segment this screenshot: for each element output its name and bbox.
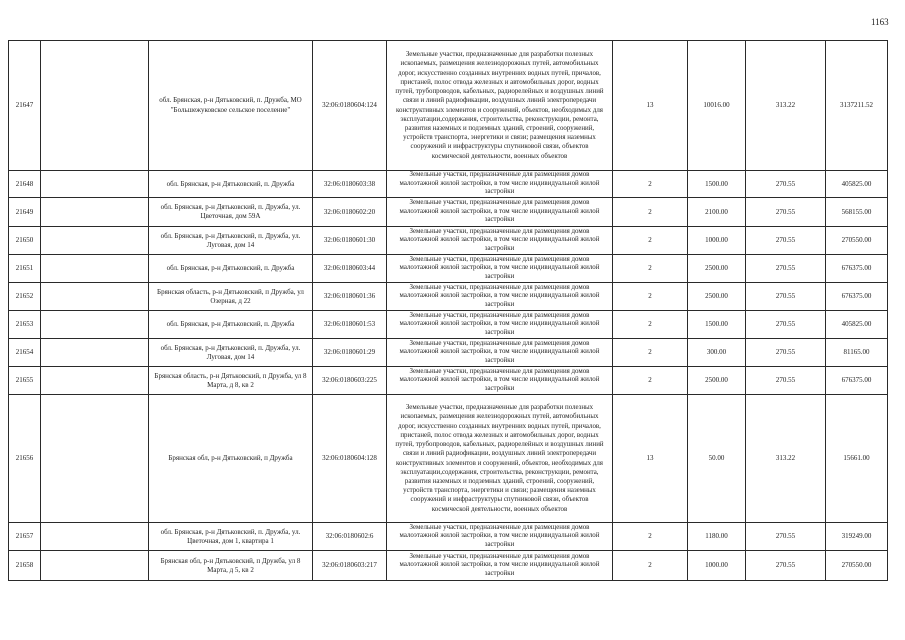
empty-cell [41, 311, 149, 339]
group-cell: 2 [613, 551, 688, 581]
specific-value-cell: 270.55 [746, 367, 826, 395]
cadastral-number-cell: 32:06:0180604:128 [313, 395, 387, 523]
specific-value-cell: 270.55 [746, 311, 826, 339]
area-cell: 1000.00 [688, 227, 746, 255]
land-use-cell: Земельные участки, предназначенные для размещения домов малоэтажной жилой застройки, в том числе индивидуальной жилой застройки [387, 339, 613, 367]
table-row [9, 255, 888, 283]
area-cell: 1500.00 [688, 311, 746, 339]
specific-value-cell: 313.22 [746, 395, 826, 523]
row-number-cell: 21654 [9, 339, 41, 367]
cadastral-value-cell: 81165.00 [826, 339, 888, 367]
row-number-cell: 21649 [9, 198, 41, 227]
address-cell: обл. Брянская, р-н Дятьковский, п. Дружба, ул. Луговая, дом 14 [149, 339, 313, 367]
group-cell: 2 [613, 523, 688, 551]
row-number-cell: 21648 [9, 171, 41, 198]
cadastral-number-cell: 32:06:0180603:225 [313, 367, 387, 395]
group-cell: 2 [613, 255, 688, 283]
cadastral-number-cell: 32:06:0180603:217 [313, 551, 387, 581]
group-cell: 2 [613, 311, 688, 339]
address-cell: обл. Брянская, р-н Дятьковский, п. Дружба [149, 311, 313, 339]
empty-cell [41, 171, 149, 198]
address-cell: Брянская обл, р-н Дятьковский, п Дружба, ул 8 Марта, д 5, кв 2 [149, 551, 313, 581]
group-cell: 2 [613, 227, 688, 255]
cadastral-value-cell: 15661.00 [826, 395, 888, 523]
empty-cell [41, 227, 149, 255]
table-row [9, 198, 888, 227]
area-cell: 300.00 [688, 339, 746, 367]
row-number-cell: 21655 [9, 367, 41, 395]
empty-cell [41, 367, 149, 395]
land-use-cell: Земельные участки, предназначенные для размещения домов малоэтажной жилой застройки, в том числе индивидуальной жилой застройки [387, 198, 613, 227]
specific-value-cell: 270.55 [746, 255, 826, 283]
table-row [9, 551, 888, 581]
group-cell: 2 [613, 198, 688, 227]
specific-value-cell: 313.22 [746, 41, 826, 171]
cadastral-value-cell: 676375.00 [826, 367, 888, 395]
address-cell: обл. Брянская, р-н Дятьковский, п. Дружба, ул. Цветочная, дом 1, квартира 1 [149, 523, 313, 551]
cadastral-number-cell: 32:06:0180604:124 [313, 41, 387, 171]
area-cell: 1500.00 [688, 171, 746, 198]
cadastral-value-cell: 676375.00 [826, 283, 888, 311]
cadastral-number-cell: 32:06:0180603:38 [313, 171, 387, 198]
area-cell: 10016.00 [688, 41, 746, 171]
cadastral-value-cell: 270550.00 [826, 551, 888, 581]
address-cell: Брянская обл, р-н Дятьковский, п Дружба [149, 395, 313, 523]
cadastral-value-cell: 568155.00 [826, 198, 888, 227]
table-row [9, 227, 888, 255]
cadastral-value-cell: 405825.00 [826, 311, 888, 339]
address-cell: обл. Брянская, р-н Дятьковский, п. Дружба, ул. Луговая, дом 14 [149, 227, 313, 255]
specific-value-cell: 270.55 [746, 171, 826, 198]
land-use-cell: Земельные участки, предназначенные для размещения домов малоэтажной жилой застройки, в том числе индивидуальной жилой застройки [387, 551, 613, 581]
address-cell: обл. Брянская, р-н Дятьковский, п. Дружба [149, 171, 313, 198]
land-use-cell: Земельные участки, предназначенные для разработки полезных ископаемых, размещения железнодорожных путей, автомобильных дорог, искусственно созданных внутренних водных путей, причалов, пристаней, полос отвода железных и автомобильных дорог, водных путей, трубопроводов, кабельных, радиорелейных и воздушных линий связи и линий радиофикации, воздушных линий электропередачи конструктивных элементов и сооружений, объектов, необходимых для эксплуатации,содержания, строительства, реконструкции, ремонта, развития наземных и подземных зданий, строений, сооружений, устройств транспорта, энергетики и связи; размещения наземных сооружений и инфраструктуры спутниковой связи, объектов космической деятельности, военных объектов [387, 41, 613, 171]
group-cell: 2 [613, 367, 688, 395]
land-use-cell: Земельные участки, предназначенные для размещения домов малоэтажной жилой застройки, в том числе индивидуальной жилой застройки [387, 255, 613, 283]
cadastral-value-cell: 3137211.52 [826, 41, 888, 171]
area-cell: 1000.00 [688, 551, 746, 581]
empty-cell [41, 339, 149, 367]
group-cell: 2 [613, 339, 688, 367]
cadastral-number-cell: 32:06:0180602:6 [313, 523, 387, 551]
area-cell: 50.00 [688, 395, 746, 523]
group-cell: 13 [613, 395, 688, 523]
row-number-cell: 21652 [9, 283, 41, 311]
address-cell: обл. Брянская, р-н Дятьковский, п. Дружба, ул. Цветочная, дом 59А [149, 198, 313, 227]
area-cell: 2500.00 [688, 367, 746, 395]
group-cell: 2 [613, 283, 688, 311]
specific-value-cell: 270.55 [746, 283, 826, 311]
row-number-cell: 21647 [9, 41, 41, 171]
cadastral-number-cell: 32:06:0180603:44 [313, 255, 387, 283]
table-row [9, 523, 888, 551]
empty-cell [41, 255, 149, 283]
table-row [9, 41, 888, 171]
land-use-cell: Земельные участки, предназначенные для размещения домов малоэтажной жилой застройки, в том числе индивидуальной жилой застройки [387, 227, 613, 255]
table-row [9, 367, 888, 395]
table-row [9, 171, 888, 198]
cadastral-value-cell: 270550.00 [826, 227, 888, 255]
empty-cell [41, 41, 149, 171]
cadastral-number-cell: 32:06:0180601:30 [313, 227, 387, 255]
address-cell: обл. Брянская, р-н Дятьковский, п. Дружба, МО "Большежуковское сельское поселение" [149, 41, 313, 171]
specific-value-cell: 270.55 [746, 227, 826, 255]
row-number-cell: 21650 [9, 227, 41, 255]
land-use-cell: Земельные участки, предназначенные для размещения домов малоэтажной жилой застройки, в том числе индивидуальной жилой застройки [387, 367, 613, 395]
land-use-cell: Земельные участки, предназначенные для размещения домов малоэтажной жилой застройки, в том числе индивидуальной жилой застройки [387, 171, 613, 198]
land-cadastral-table [8, 40, 888, 581]
cadastral-value-cell: 405825.00 [826, 171, 888, 198]
table-row [9, 339, 888, 367]
area-cell: 1180.00 [688, 523, 746, 551]
land-use-cell: Земельные участки, предназначенные для размещения домов малоэтажной жилой застройки, в том числе индивидуальной жилой застройки [387, 283, 613, 311]
row-number-cell: 21657 [9, 523, 41, 551]
area-cell: 2500.00 [688, 283, 746, 311]
address-cell: обл. Брянская, р-н Дятьковский, п. Дружба [149, 255, 313, 283]
empty-cell [41, 198, 149, 227]
cadastral-number-cell: 32:06:0180601:29 [313, 339, 387, 367]
specific-value-cell: 270.55 [746, 551, 826, 581]
row-number-cell: 21653 [9, 311, 41, 339]
row-number-cell: 21656 [9, 395, 41, 523]
area-cell: 2100.00 [688, 198, 746, 227]
address-cell: Брянская область, р-н Дятьковский, п Дружба, ул Озерная, д 22 [149, 283, 313, 311]
specific-value-cell: 270.55 [746, 339, 826, 367]
row-number-cell: 21651 [9, 255, 41, 283]
table-row [9, 283, 888, 311]
empty-cell [41, 551, 149, 581]
empty-cell [41, 523, 149, 551]
empty-cell [41, 395, 149, 523]
cadastral-value-cell: 319249.00 [826, 523, 888, 551]
cadastral-value-cell: 676375.00 [826, 255, 888, 283]
group-cell: 2 [613, 171, 688, 198]
address-cell: Брянская область, р-н Дятьковский, п Дружба, ул 8 Марта, д 8, кв 2 [149, 367, 313, 395]
land-use-cell: Земельные участки, предназначенные для размещения домов малоэтажной жилой застройки, в том числе индивидуальной жилой застройки [387, 523, 613, 551]
cadastral-number-cell: 32:06:0180602:20 [313, 198, 387, 227]
specific-value-cell: 270.55 [746, 198, 826, 227]
cadastral-number-cell: 32:06:0180601:36 [313, 283, 387, 311]
empty-cell [41, 283, 149, 311]
cadastral-number-cell: 32:06:0180601:53 [313, 311, 387, 339]
land-use-cell: Земельные участки, предназначенные для разработки полезных ископаемых, размещения железнодорожных путей, автомобильных дорог, искусственно созданных внутренних водных путей, причалов, пристаней, полос отвода железных и автомобильных дорог, водных путей, трубопроводов, кабельных, радиорелейных и воздушных линий связи и линий радиофикации, воздушных линий электропередачи конструктивных элементов и сооружений, объектов, необходимых для эксплуатации,содержания, строительства, реконструкции, ремонта, развития наземных и подземных зданий, строений, сооружений, устройств транспорта, энергетики и связи; размещения наземных сооружений и инфраструктуры спутниковой связи, объектов космической деятельности, военных объектов [387, 395, 613, 523]
page-number: 1163 [871, 17, 889, 27]
table-row [9, 395, 888, 523]
table-row [9, 311, 888, 339]
land-use-cell: Земельные участки, предназначенные для размещения домов малоэтажной жилой застройки, в том числе индивидуальной жилой застройки [387, 311, 613, 339]
row-number-cell: 21658 [9, 551, 41, 581]
group-cell: 13 [613, 41, 688, 171]
specific-value-cell: 270.55 [746, 523, 826, 551]
area-cell: 2500.00 [688, 255, 746, 283]
